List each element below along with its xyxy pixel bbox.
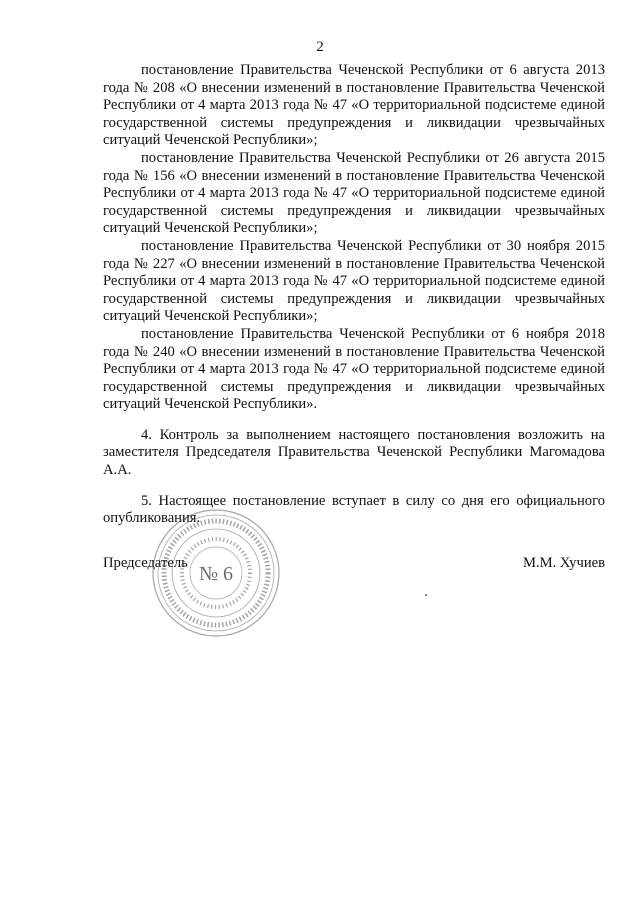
signatory-title: Председатель (103, 555, 188, 571)
document-body (103, 62, 605, 528)
signatory-name: М.М. Хучиев (523, 555, 605, 571)
list-item-resolution-156: постановление Правительства Чеченской Республики от 26 августа 2015 года № 156 «О внесении изменений в постановление Правительства Чеченской Республики от 4 марта 2013 года № 47 «О территориальной подсистеме единой государственной системы предупреждения и ликвидации чрезвычайных ситуаций Чеченской Республики»; (103, 149, 605, 237)
list-item-resolution-208: постановление Правительства Чеченской Республики от 6 августа 2013 года № 208 «О внесении изменений в постановление Правительства Чеченской Республики от 4 марта 2013 года № 47 «О территориальной подсистеме единой государственной системы предупреждения и ликвидации чрезвычайных ситуаций Чеченской Республики»; (103, 62, 605, 149)
list-item-resolution-227: постановление Правительства Чеченской Республики от 30 ноября 2015 года № 227 «О внесении изменений в постановление Правительства Чеченской Республики от 4 марта 2013 года № 47 «О территориальной подсистеме единой государственной системы предупреждения и ликвидации чрезвычайных ситуаций Чеченской Республики»; (103, 237, 605, 325)
stray-ink-dot (425, 594, 427, 596)
clause-5-effective-date: 5. Настоящее постановление вступает в силу со дня его официального опубликования. (103, 492, 605, 527)
page-number: 2 (316, 39, 324, 55)
list-item-resolution-240: постановление Правительства Чеченской Республики от 6 ноября 2018 года № 240 «О внесении изменений в постановление Правительства Чеченской Республики от 4 марта 2013 года № 47 «О территориальной подсистеме единой государственной системы предупреждения и ликвидации чрезвычайных ситуаций Чеченской Республики». (103, 325, 605, 413)
official-seal-stamp (150, 507, 282, 639)
seal-number: № 6 (198, 563, 234, 585)
clause-4-control: 4. Контроль за выполнением настоящего постановления возложить на заместителя Председателя Правительства Чеченской Республики Магомадова А.А. (103, 426, 605, 479)
